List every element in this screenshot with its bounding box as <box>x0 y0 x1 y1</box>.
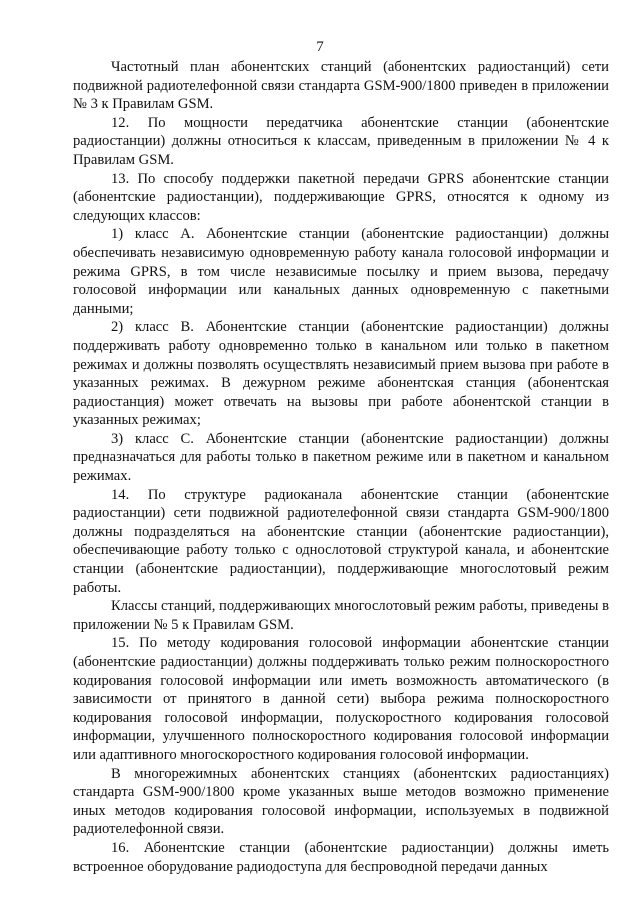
paragraph-frequency-plan: Частотный план абонентских станций (абонентских радиостанций) сети подвижной радиотелефонной связи стандарта GSM-900/1800 приведен в приложении № 3 к Правилам GSM. <box>73 59 609 113</box>
paragraph-multimode: В многорежимных абонентских станциях (абонентских радиостанциях) стандарта GSM-900/1800 кроме указанных выше методов возможно применение иных методов кодирования голосовой информации, используемых в подвижной радиотелефонной связи. <box>73 765 609 838</box>
paragraph-item-16: 16. Абонентские станции (абонентские радиостанции) должны иметь встроенное оборудование радиодоступа для беспроводной передачи данных <box>73 839 609 875</box>
paragraph-class-b: 2) класс В. Абонентские станции (абонентские радиостанции) должны поддерживать работу одновременно только в канальном или только в пакетном режимах и должны позволять осуществлять независимый прием вызова при работе в указанных режимах. В дежурном режиме абонентская станция (абонентская радиостанция) может отвечать на вызовы при работе абонентской станции в указанных режимах; <box>73 319 609 429</box>
paragraph-class-a: 1) класс А. Абонентские станции (абонентские радиостанции) должны обеспечивать независимую одновременную работу канала голосовой информации и режима GPRS, в том числе независимые посылку и прием вызова, передачу голосовой информации или канальных данных одновременную с пакетными данными; <box>73 226 609 317</box>
page-number: 7 <box>316 39 324 55</box>
document-body <box>73 58 609 876</box>
paragraph-item-14: 14. По структуре радиоканала абонентские станции (абонентские радиостанции) сети подвижной радиотелефонной связи стандарта GSM-900/1800 должны подразделяться на абонентские станции (абонентские радиостанции), обеспечивающие работу только с однослотовой структурой канала, и абонентские станции (абонентские радиостанции), поддерживающие многослотовый режим работы. <box>73 486 609 596</box>
paragraph-item-12: 12. По мощности передатчика абонентские станции (абонентские радиостанции) должны относиться к классам, приведенным в приложении № 4 к Правилам GSM. <box>73 114 609 168</box>
paragraph-class-c: 3) класс С. Абонентские станции (абонентские радиостанции) должны предназначаться для работы только в пакетном режиме или в пакетном и канальном режимах. <box>73 430 609 485</box>
paragraph-item-13: 13. По способу поддержки пакетной передачи GPRS абонентские станции (абонентские радиостанции), поддерживающие GPRS, относятся к одному из следующих классов: <box>73 170 609 224</box>
paragraph-multislot-classes: Классы станций, поддерживающих многослотовый режим работы, приведены в приложении № 5 к Правилам GSM. <box>73 598 609 633</box>
paragraph-item-15: 15. По методу кодирования голосовой информации абонентские станции (абонентские радиостанции) должны поддерживать только режим полноскоростного кодирования голосовой информации или иметь возможность автоматического (в зависимости от принятого в данной сети) выбора режима полноскоростного кодирования голосовой информации, полускоростного кодирования голосовой информации, улучшенного полноскоростного кодирования голосовой информации или адаптивного многоскоростного кодирования голосовой информации. <box>73 635 609 763</box>
